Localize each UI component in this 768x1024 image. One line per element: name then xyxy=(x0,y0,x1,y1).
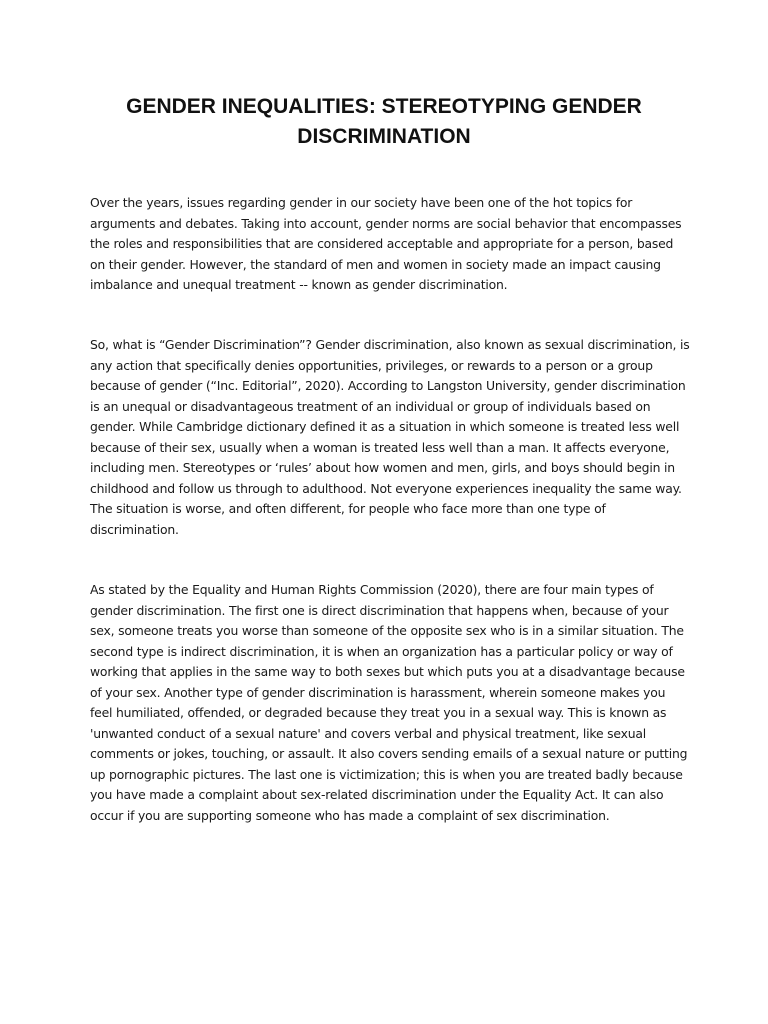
paragraph-intro: Over the years, issues regarding gender in our society have been one of the hot topics for arguments and debates. Taking into account, gender norms are social behavior that encompasses the roles and responsibilities that are considered acceptable and appropriate for a person, based on their gender. However, the standard of men and women in society made an impact causing imbalance and unequal treatment -- known as gender discrimination. xyxy=(90,195,682,292)
paragraph-types: As stated by the Equality and Human Rights Commission (2020), there are four main types of gender discrimination. The first one is direct discrimination that happens when, because of your sex, someone treats you worse than someone of the opposite sex who is in a similar situation. The second type is indirect discrimination, it is when an organization has a particular policy or way of working that applies in the same way to both sexes but which puts you at a disadvantage because of your sex. Another type of gender discrimination is harassment, wherein someone makes you feel humiliated, offended, or degraded because they treat you in a sexual way. This is known as 'unwanted conduct of a sexual nature' and covers verbal and physical treatment, like sexual comments or jokes, touching, or assault. It also covers sending emails of a sexual nature or putting up pornographic pictures. The last one is victimization; this is when you are treated badly because you have made a complaint about sex-related discrimination under the Equality Act. It can also occur if you are supporting someone who has made a complaint of sex discrimination. xyxy=(90,582,688,823)
paragraph-definition: So, what is “Gender Discrimination”? Gender discrimination, also known as sexual discrimination, is any action that specifically denies opportunities, privileges, or rewards to a person or a group because of gender (“Inc. Editorial”, 2020). According to Langston University, gender discrimination is an unequal or disadvantageous treatment of an individual or group of individuals based on gender. While Cambridge dictionary defined it as a situation in which someone is treated less well because of their sex, usually when a woman is treated less well than a man. It affects everyone, including men. Stereotypes or ‘rules’ about how women and men, girls, and boys should begin in childhood and follow us through to adulthood. Not everyone experiences inequality the same way. The situation is worse, and often different, for people who face more than one type of discrimination. xyxy=(90,337,690,537)
document-title: GENDER INEQUALITIES: STEREOTYPING GENDER DISCRIMINATION xyxy=(126,95,642,148)
